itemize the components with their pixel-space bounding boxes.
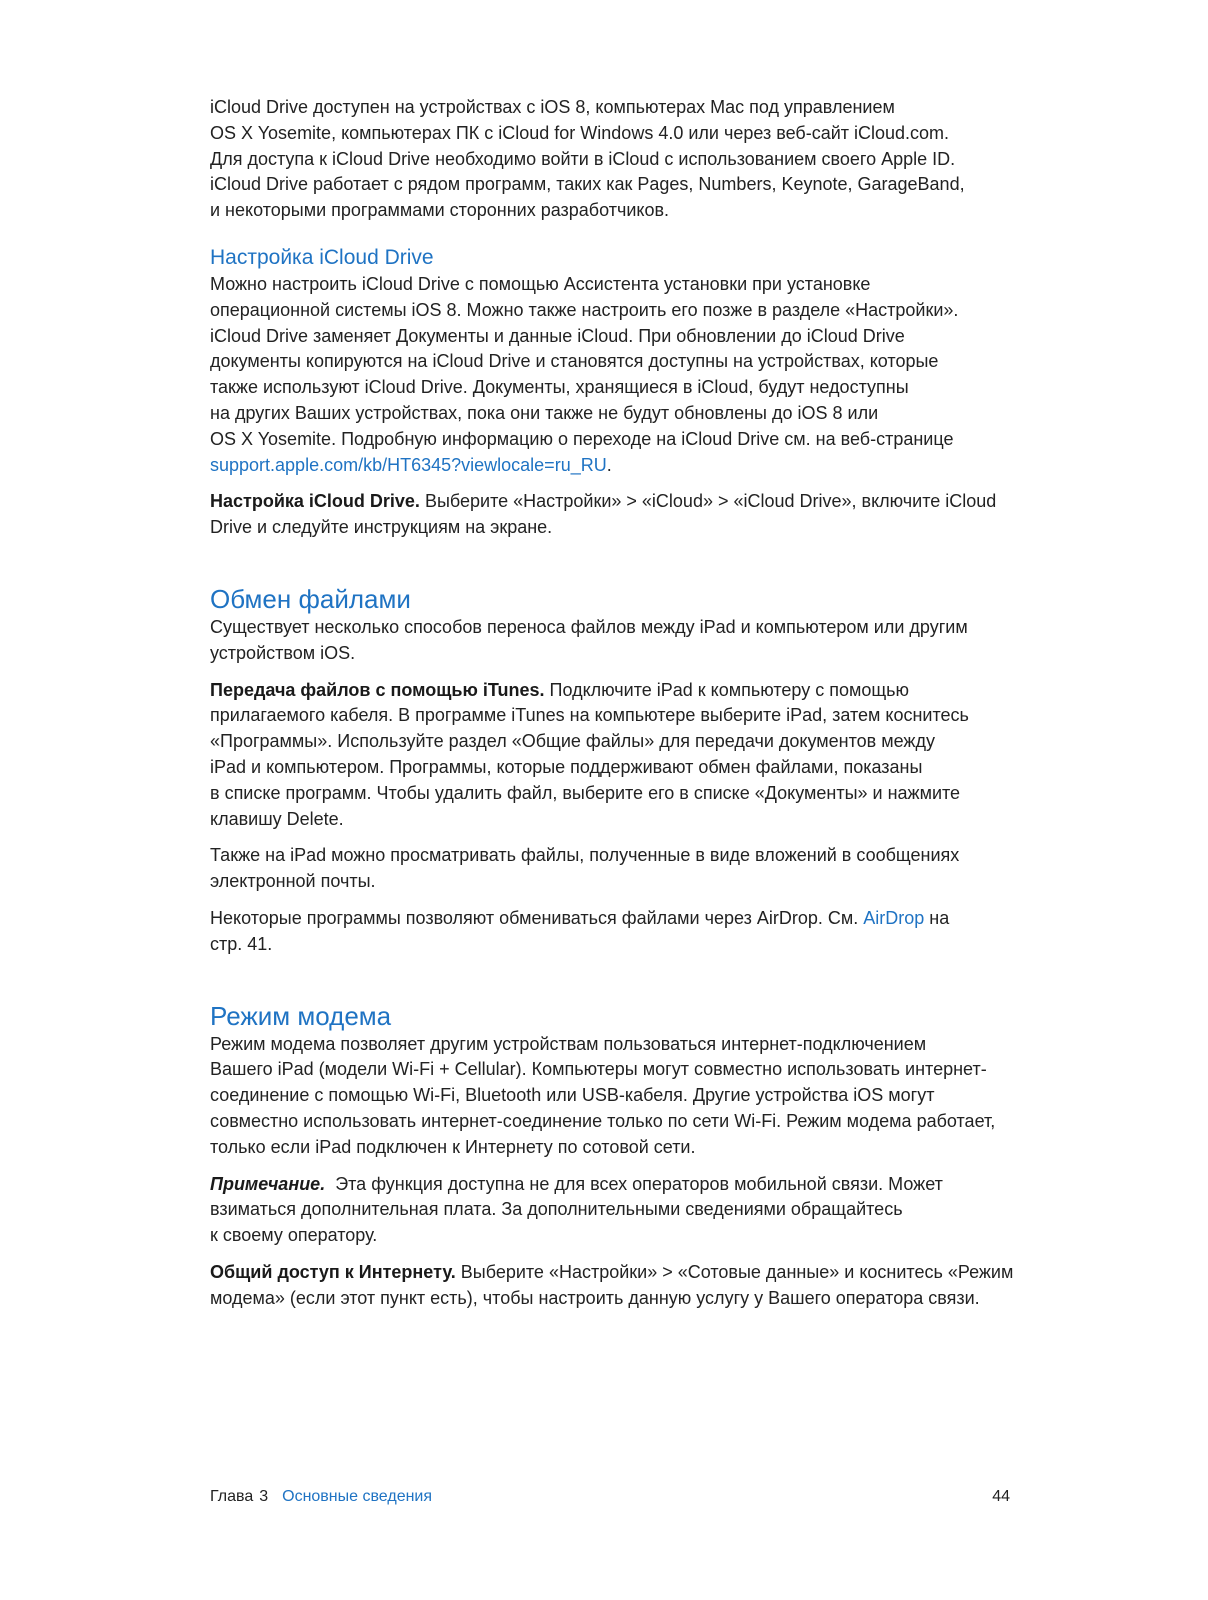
note-paragraph [210,1172,1010,1249]
text-line [210,678,1010,704]
internet-sharing-text: Выберите «Настройки» > «Сотовые данные» и коснитесь «Режим [455,1261,1014,1282]
mail-attachments-paragraph [210,843,1010,895]
airdrop-suffix: на [924,907,950,928]
text-line: клавишу Delete. [210,808,344,829]
page-number: 44 [992,1488,1010,1505]
text-line: iCloud Drive заменяет Документы и данные iCloud. При обновлении до iCloud Drive [210,325,905,346]
text-line: Можно настроить iCloud Drive с помощью Ассистента установки при установке [210,273,871,294]
text-line: Для доступа к iCloud Drive необходимо войти в iCloud с использованием своего Apple ID. [210,148,956,169]
text-line [210,1260,1014,1286]
text-line: OS X Yosemite. Подробную информацию о переходе на iCloud Drive см. на веб-странице [210,428,954,449]
text-line [210,906,1010,932]
text-line: в списке программ. Чтобы удалить файл, выберите его в списке «Документы» и нажмите [210,782,961,803]
text-line: только если iPad подключен к Интернету по сотовой сети. [210,1136,696,1157]
chapter-title-link[interactable]: Основные сведения [282,1488,433,1505]
internet-sharing-paragraph [210,1260,1014,1312]
airdrop-paragraph [210,906,1010,958]
text-line: Drive и следуйте инструкциям на экране. [210,517,553,538]
support-link[interactable]: support.apple.com/kb/HT6345?viewlocale=ru_RU [210,454,607,475]
text-line: Существует несколько способов переноса файлов между iPad и компьютером или другим [210,616,968,637]
text-line: также используют iCloud Drive. Документы, хранящиеся в iCloud, будут недоступны [210,377,909,398]
itunes-text: Подключите iPad к компьютеру с помощью [544,679,910,700]
text-line: взиматься дополнительная плата. За дополнительными сведениями обращайтесь [210,1199,903,1220]
text-line: модема» (если этот пункт есть), чтобы настроить данную услугу у Вашего оператора связи. [210,1287,980,1308]
internet-sharing-label: Общий доступ к Интернету. [210,1261,456,1282]
text-line: iCloud Drive работает с рядом программ, таких как Pages, Numbers, Keynote, GarageBand, [210,174,965,195]
text-line [210,1172,1010,1198]
setup-instruction-paragraph [210,489,1010,541]
page-content [210,95,1014,1311]
file-sharing-intro [210,615,1010,667]
text-line: Также на iPad можно просматривать файлы, полученные в виде вложений в сообщениях [210,845,960,866]
text-line: устройством iOS. [210,642,356,663]
airdrop-link[interactable]: AirDrop [863,907,925,928]
text-line [210,453,1010,479]
text-line: к своему оператору. [210,1225,378,1246]
note-text: Эта функция доступна не для всех операторов мобильной связи. Может [325,1173,943,1194]
text-line: стр. 41. [210,933,273,954]
text-line [210,489,1010,515]
hotspot-paragraph [210,1032,1010,1161]
text-line: iCloud Drive доступен на устройствах с iOS 8, компьютерах Mac под управлением [210,97,895,117]
text-line: и некоторыми программами сторонних разработчиков. [210,200,670,221]
chapter-label: Глава [210,1488,254,1505]
text-line: Режим модема позволяет другим устройствам пользоваться интернет-подключением [210,1033,927,1054]
setup-instruction-text: Выберите «Настройки» > «iCloud» > «iCloud Drive», включите iCloud [419,491,997,512]
chapter-number: 3 [259,1488,269,1505]
text-line: документы копируются на iCloud Drive и становятся доступны на устройствах, которые [210,351,939,372]
section-heading-hotspot: Режим модема [210,1000,392,1031]
airdrop-text: Некоторые программы позволяют обмениваться файлами через AirDrop. См. [210,907,864,928]
text-line: электронной почты. [210,871,376,892]
section-heading-file-sharing: Обмен файлами [210,583,411,614]
text-line: «Программы». Используйте раздел «Общие файлы» для передачи документов между [210,731,935,752]
text-line: OS X Yosemite, компьютерах ПК с iCloud for Windows 4.0 или через веб-сайт iCloud.com. [210,122,950,143]
setup-paragraph [210,272,1010,478]
page-footer [210,1486,1010,1510]
text-line: iPad и компьютером. Программы, которые поддерживают обмен файлами, показаны [210,756,923,777]
subsection-heading-icloud-setup: Настройка iCloud Drive [210,245,434,269]
itunes-label: Передача файлов с помощью iTunes. [210,679,545,700]
text-line: операционной системы iOS 8. Можно также настроить его позже в разделе «Настройки». [210,299,959,320]
text-line: Вашего iPad (модели Wi-Fi + Cellular). Компьютеры могут совместно использовать интернет- [210,1059,987,1080]
note-label: Примечание. [210,1173,326,1194]
text-line: совместно использовать интернет-соединение только по сети Wi-Fi. Режим модема работает, [210,1110,996,1131]
text-line: на других Ваших устройствах, пока они также не будут обновлены до iOS 8 или [210,402,879,423]
intro-paragraph [210,95,1010,224]
text-line: прилагаемого кабеля. В программе iTunes на компьютере выберите iPad, затем коснитесь [210,705,969,726]
setup-instruction-label: Настройка iCloud Drive. [210,491,420,512]
itunes-paragraph [210,678,1010,833]
text-line: соединение с помощью Wi-Fi, Bluetooth или USB-кабеля. Другие устройства iOS могут [210,1085,935,1106]
link-suffix: . [606,454,612,475]
